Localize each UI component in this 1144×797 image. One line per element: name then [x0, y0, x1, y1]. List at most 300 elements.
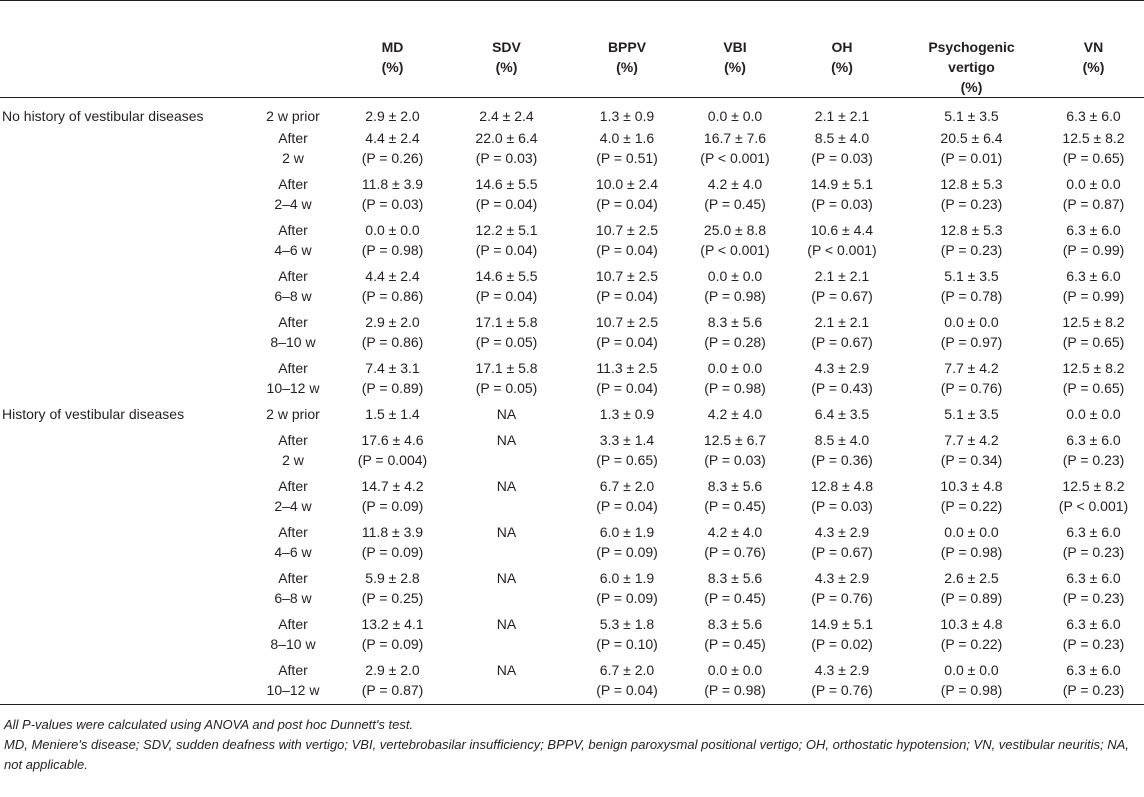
time-line: After — [278, 524, 308, 540]
cell-value: 8.5 ± 4.0 — [814, 432, 870, 448]
time-line: 6–8 w — [274, 590, 312, 606]
cell-value: 4.4 ± 2.4 — [365, 268, 420, 284]
cell-p-value: (P = 0.97) — [940, 334, 1003, 350]
cell-value: 5.1 ± 3.5 — [944, 108, 999, 124]
cell-value: 11.8 ± 3.9 — [361, 524, 424, 540]
footnote-statistics: All P-values were calculated using ANOVA and post hoc Dunnett's test. — [4, 717, 414, 732]
cell-p-value: (P = 0.45) — [704, 636, 766, 652]
cell-value: 0.0 ± 0.0 — [1066, 176, 1121, 192]
cell-value: 0.0 ± 0.0 — [707, 360, 763, 376]
time-line: After — [278, 478, 308, 494]
table-cell — [784, 356, 900, 402]
table-cell — [900, 356, 1043, 402]
cell-p-value: (P = 0.76) — [811, 590, 873, 606]
cell-value: 2.1 ± 2.1 — [814, 108, 870, 124]
cell-value: 0.0 ± 0.0 — [944, 524, 999, 540]
table-cell — [340, 658, 445, 705]
cell-value: 12.8 ± 5.3 — [940, 222, 1003, 238]
cell-value: 8.3 ± 5.6 — [707, 314, 763, 330]
table-cell — [784, 520, 900, 566]
time-line: 2–4 w — [274, 196, 312, 212]
cell-value: NA — [496, 524, 517, 540]
time-line: After — [278, 662, 308, 678]
cell-value: 10.0 ± 2.4 — [595, 176, 659, 192]
row-group-label — [0, 474, 246, 520]
cell-p-value: (P = 0.86) — [361, 288, 424, 304]
cell-value: NA — [496, 570, 517, 586]
cell-value: 11.8 ± 3.9 — [361, 176, 424, 192]
cell-p-value: (P < 0.001) — [1058, 498, 1129, 514]
cell-value: 3.3 ± 1.4 — [599, 432, 655, 448]
cell-p-value: (P = 0.23) — [1062, 452, 1125, 468]
table-cell — [445, 658, 568, 705]
row-time-period — [246, 612, 340, 658]
cell-value: 10.3 ± 4.8 — [940, 478, 1003, 494]
table-cell — [1043, 126, 1144, 172]
cell-value: 2.1 ± 2.1 — [814, 268, 870, 284]
header-md: MD (%) — [381, 39, 404, 75]
cell-value: 0.0 ± 0.0 — [944, 314, 999, 330]
table-cell — [686, 218, 784, 264]
cell-value: 12.2 ± 5.1 — [475, 222, 538, 238]
row-time-period — [246, 126, 340, 172]
cell-value: 0.0 ± 0.0 — [944, 662, 999, 678]
table-cell — [686, 474, 784, 520]
cell-value: 10.7 ± 2.5 — [595, 222, 659, 238]
cell-p-value: (P = 0.03) — [704, 452, 766, 468]
cell-p-value: (P = 0.98) — [940, 544, 1003, 560]
cell-p-value: (P = 0.89) — [940, 590, 1003, 606]
footnote-abbreviations: MD, Meniere's disease; SDV, sudden deafness with vertigo; VBI, vertebrobasilar insufficiency; BPPV, benign paroxysmal positional vertigo; OH, orthostatic hypotension; VN, vestibular neuritis; NA, not applicable. — [4, 737, 1129, 772]
cell-value: 2.6 ± 2.5 — [944, 570, 999, 586]
cell-value: 6.3 ± 6.0 — [1066, 616, 1121, 632]
cell-p-value: (P = 0.78) — [940, 288, 1003, 304]
table-cell — [568, 612, 686, 658]
table-row — [0, 474, 1144, 520]
table-cell — [784, 474, 900, 520]
table-cell — [1043, 658, 1144, 705]
table-cell — [568, 310, 686, 356]
time-line: After — [278, 616, 308, 632]
table-cell — [568, 264, 686, 310]
table-cell — [686, 612, 784, 658]
table-cell — [340, 98, 445, 127]
table-cell — [686, 356, 784, 402]
table-row — [0, 172, 1144, 218]
table-cell — [568, 218, 686, 264]
cell-value: 12.5 ± 8.2 — [1062, 314, 1125, 330]
cell-p-value: (P = 0.98) — [704, 380, 766, 396]
cell-p-value: (P = 0.99) — [1062, 242, 1125, 258]
table-cell — [568, 428, 686, 474]
table-cell — [568, 658, 686, 705]
cell-value: 5.9 ± 2.8 — [365, 570, 420, 586]
cell-value: 6.3 ± 6.0 — [1066, 268, 1121, 284]
cell-value: 1.3 ± 0.9 — [599, 406, 655, 422]
table-cell — [568, 98, 686, 127]
cell-p-value: (P < 0.001) — [700, 242, 770, 258]
time-line: 2 w — [282, 150, 304, 166]
cell-p-value: (P = 0.004) — [357, 452, 428, 468]
time-line: After — [278, 570, 308, 586]
cell-p-value: (P = 0.04) — [596, 196, 658, 212]
cell-value: 4.2 ± 4.0 — [707, 406, 763, 422]
cell-value: 14.6 ± 5.5 — [475, 176, 538, 192]
table-cell — [445, 264, 568, 310]
time-line: 2 w prior — [266, 108, 320, 124]
cell-p-value: (P = 0.23) — [1062, 544, 1125, 560]
table-cell — [1043, 566, 1144, 612]
cell-p-value: (P = 0.67) — [811, 288, 873, 304]
cell-p-value: (P = 0.76) — [704, 544, 766, 560]
row-time-period — [246, 98, 340, 127]
table-cell — [686, 402, 784, 428]
cell-value: 7.4 ± 3.1 — [365, 360, 420, 376]
cell-value: 11.3 ± 2.5 — [596, 360, 658, 376]
table-cell — [568, 520, 686, 566]
table-cell — [1043, 98, 1144, 127]
header-vn: VN (%) — [1082, 39, 1105, 75]
table-cell — [784, 172, 900, 218]
cell-value: NA — [496, 662, 517, 678]
table-cell — [1043, 612, 1144, 658]
cell-p-value: (P = 0.45) — [704, 196, 766, 212]
cell-value: 6.7 ± 2.0 — [599, 478, 655, 494]
row-group-label — [0, 218, 246, 264]
cell-value: 10.3 ± 4.8 — [940, 616, 1003, 632]
cell-p-value: (P = 0.28) — [704, 334, 766, 350]
cell-p-value: (P = 0.04) — [475, 288, 538, 304]
cell-value: 17.1 ± 5.8 — [475, 314, 538, 330]
cell-p-value: (P = 0.04) — [596, 498, 658, 514]
time-line: After — [278, 176, 308, 192]
table-cell — [784, 264, 900, 310]
cell-value: 2.1 ± 2.1 — [814, 314, 870, 330]
cell-p-value: (P = 0.36) — [811, 452, 873, 468]
time-line: After — [278, 432, 308, 448]
cell-value: 12.8 ± 4.8 — [810, 478, 874, 494]
table-cell — [340, 520, 445, 566]
cell-value: 0.0 ± 0.0 — [365, 222, 420, 238]
time-line: 10–12 w — [266, 380, 320, 396]
cell-p-value: (P = 0.67) — [811, 544, 873, 560]
cell-value: 8.3 ± 5.6 — [707, 616, 763, 632]
table-cell — [900, 520, 1043, 566]
table-cell — [340, 612, 445, 658]
cell-p-value: (P = 0.87) — [1062, 196, 1125, 212]
cell-value: 5.3 ± 1.8 — [599, 616, 655, 632]
cell-p-value: (P = 0.23) — [940, 196, 1003, 212]
header-blank-group — [0, 1, 246, 98]
cell-value: 14.6 ± 5.5 — [475, 268, 538, 284]
table-cell — [686, 126, 784, 172]
table-cell — [784, 218, 900, 264]
cell-value: 6.0 ± 1.9 — [599, 524, 655, 540]
table-cell — [340, 566, 445, 612]
row-time-period — [246, 218, 340, 264]
cell-value: 16.7 ± 7.6 — [703, 130, 767, 146]
cell-value: 13.2 ± 4.1 — [361, 616, 424, 632]
table-cell — [568, 474, 686, 520]
cell-p-value: (P = 0.04) — [596, 288, 658, 304]
cell-value: 1.3 ± 0.9 — [599, 108, 655, 124]
cell-value: 17.1 ± 5.8 — [475, 360, 538, 376]
table-cell — [1043, 428, 1144, 474]
row-time-period — [246, 566, 340, 612]
cell-value: 12.8 ± 5.3 — [940, 176, 1003, 192]
cell-p-value: (P = 0.65) — [1062, 380, 1125, 396]
cell-value: NA — [496, 406, 517, 422]
row-time-period — [246, 428, 340, 474]
table-cell — [445, 126, 568, 172]
row-group-label: History of vestibular diseases — [2, 406, 185, 422]
table-cell — [900, 658, 1043, 705]
cell-p-value: (P = 0.87) — [361, 682, 424, 698]
table-cell — [445, 428, 568, 474]
table-row — [0, 612, 1144, 658]
cell-value: 14.7 ± 4.2 — [361, 478, 424, 494]
header-sdv: SDV (%) — [492, 39, 521, 75]
row-time-period — [246, 264, 340, 310]
cell-value: 6.3 ± 6.0 — [1066, 108, 1121, 124]
table-cell — [784, 658, 900, 705]
cell-p-value: (P = 0.04) — [596, 242, 658, 258]
cell-value: 4.3 ± 2.9 — [814, 360, 870, 376]
cell-value: 4.3 ± 2.9 — [814, 662, 870, 678]
table-cell — [784, 428, 900, 474]
table-cell — [1043, 520, 1144, 566]
row-group-label — [0, 126, 246, 172]
cell-value: 6.4 ± 3.5 — [814, 406, 870, 422]
cell-p-value: (P = 0.23) — [1062, 636, 1125, 652]
time-line: 2 w — [282, 452, 304, 468]
table-cell — [340, 172, 445, 218]
cell-value: 8.3 ± 5.6 — [707, 570, 763, 586]
cell-p-value: (P = 0.98) — [940, 682, 1003, 698]
cell-value: 6.3 ± 6.0 — [1066, 570, 1121, 586]
table-cell — [445, 520, 568, 566]
table-body — [0, 98, 1144, 705]
cell-value: 20.5 ± 6.4 — [940, 130, 1003, 146]
cell-value: 4.0 ± 1.6 — [599, 130, 655, 146]
cell-p-value: (P = 0.98) — [704, 682, 766, 698]
table-cell — [340, 402, 445, 428]
cell-value: 0.0 ± 0.0 — [707, 108, 763, 124]
cell-p-value: (P = 0.03) — [475, 150, 538, 166]
cell-value: 0.0 ± 0.0 — [707, 268, 763, 284]
table-cell — [686, 428, 784, 474]
table-row — [0, 218, 1144, 264]
table-row — [0, 264, 1144, 310]
header-bppv: BPPV (%) — [607, 39, 647, 75]
row-group-label — [0, 264, 246, 310]
row-time-period — [246, 172, 340, 218]
table-cell — [784, 126, 900, 172]
table-footnotes — [0, 715, 1144, 775]
table-cell — [445, 356, 568, 402]
cell-value: NA — [496, 616, 517, 632]
cell-value: 5.1 ± 3.5 — [944, 406, 999, 422]
cell-p-value: (P = 0.26) — [361, 150, 424, 166]
table-cell — [900, 310, 1043, 356]
table-cell — [686, 658, 784, 705]
table-cell — [686, 98, 784, 127]
cell-p-value: (P = 0.76) — [940, 380, 1003, 396]
time-line: 10–12 w — [266, 682, 320, 698]
table-cell — [568, 172, 686, 218]
cell-value: 10.6 ± 4.4 — [810, 222, 874, 238]
cell-value: 10.7 ± 2.5 — [595, 314, 659, 330]
time-line: 2 w prior — [266, 406, 320, 422]
cell-value: 4.2 ± 4.0 — [707, 524, 763, 540]
row-group-label — [0, 612, 246, 658]
cell-p-value: (P = 0.05) — [475, 380, 538, 396]
cell-p-value: (P = 0.09) — [596, 544, 658, 560]
time-line: After — [278, 222, 308, 238]
cell-value: NA — [496, 478, 517, 494]
cell-p-value: (P = 0.09) — [361, 544, 424, 560]
cell-value: 22.0 ± 6.4 — [475, 130, 538, 146]
table-row — [0, 428, 1144, 474]
row-time-period — [246, 356, 340, 402]
cell-value: 4.3 ± 2.9 — [814, 570, 870, 586]
cell-value: 2.4 ± 2.4 — [479, 108, 534, 124]
table-cell — [445, 218, 568, 264]
table-cell — [340, 218, 445, 264]
cell-value: 17.6 ± 4.6 — [361, 432, 424, 448]
table-row — [0, 658, 1144, 705]
table-cell — [340, 310, 445, 356]
table-cell — [340, 428, 445, 474]
table-cell — [1043, 218, 1144, 264]
cell-p-value: (P = 0.03) — [361, 196, 424, 212]
table-cell — [900, 264, 1043, 310]
time-line: 4–6 w — [274, 544, 312, 560]
cell-p-value: (P = 0.09) — [596, 590, 658, 606]
table-cell — [784, 566, 900, 612]
cell-p-value: (P = 0.23) — [940, 242, 1003, 258]
row-group-label — [0, 520, 246, 566]
table-row — [0, 402, 1144, 428]
table-cell — [340, 474, 445, 520]
table-cell — [340, 126, 445, 172]
table-cell — [445, 612, 568, 658]
table-cell — [686, 520, 784, 566]
cell-p-value: (P < 0.001) — [807, 242, 877, 258]
cell-value: 6.3 ± 6.0 — [1066, 524, 1121, 540]
cell-p-value: (P = 0.04) — [475, 196, 538, 212]
cell-p-value: (P = 0.03) — [811, 150, 873, 166]
table-cell — [900, 612, 1043, 658]
time-line: 8–10 w — [270, 334, 316, 350]
table-cell — [900, 402, 1043, 428]
table-cell — [1043, 172, 1144, 218]
row-time-period — [246, 402, 340, 428]
cell-value: NA — [496, 432, 517, 448]
row-group-label — [0, 428, 246, 474]
cell-p-value: (P = 0.09) — [361, 636, 424, 652]
table-row — [0, 98, 1144, 127]
time-line: 6–8 w — [274, 288, 312, 304]
table-row — [0, 566, 1144, 612]
cell-p-value: (P = 0.65) — [596, 452, 658, 468]
cell-p-value: (P = 0.65) — [1062, 334, 1125, 350]
table-cell — [784, 402, 900, 428]
cell-value: 10.7 ± 2.5 — [595, 268, 659, 284]
cell-p-value: (P = 0.22) — [940, 636, 1003, 652]
cell-value: 8.3 ± 5.6 — [707, 478, 763, 494]
cell-value: 6.3 ± 6.0 — [1066, 222, 1121, 238]
cell-value: 8.5 ± 4.0 — [814, 130, 870, 146]
time-line: After — [278, 314, 308, 330]
row-group-label — [0, 172, 246, 218]
cell-value: 12.5 ± 8.2 — [1062, 478, 1125, 494]
table-cell — [1043, 264, 1144, 310]
table-cell — [568, 356, 686, 402]
table-cell — [686, 566, 784, 612]
time-line: 8–10 w — [270, 636, 316, 652]
cell-value: 5.1 ± 3.5 — [944, 268, 999, 284]
table-cell — [445, 566, 568, 612]
time-line: After — [278, 360, 308, 376]
cell-p-value: (P = 0.23) — [1062, 590, 1125, 606]
cell-value: 6.7 ± 2.0 — [599, 662, 655, 678]
row-group-label — [0, 356, 246, 402]
cell-p-value: (P = 0.04) — [596, 334, 658, 350]
table-row — [0, 310, 1144, 356]
cell-value: 14.9 ± 5.1 — [810, 176, 874, 192]
table-cell — [900, 428, 1043, 474]
cell-p-value: (P = 0.09) — [361, 498, 424, 514]
cell-value: 25.0 ± 8.8 — [703, 222, 767, 238]
time-line: After — [278, 268, 308, 284]
table-cell — [686, 310, 784, 356]
cell-p-value: (P = 0.04) — [596, 682, 658, 698]
cell-p-value: (P = 0.76) — [811, 682, 873, 698]
cell-p-value: (P = 0.65) — [1062, 150, 1125, 166]
cell-p-value: (P = 0.01) — [940, 150, 1003, 166]
table-cell — [445, 98, 568, 127]
table-cell — [900, 218, 1043, 264]
cell-p-value: (P = 0.98) — [361, 242, 424, 258]
cell-value: 2.9 ± 2.0 — [365, 108, 420, 124]
row-time-period — [246, 520, 340, 566]
table-cell — [900, 98, 1043, 127]
cell-value: 4.3 ± 2.9 — [814, 524, 870, 540]
table-cell — [1043, 310, 1144, 356]
table-cell — [1043, 474, 1144, 520]
cell-value: 4.4 ± 2.4 — [365, 130, 420, 146]
table-cell — [686, 264, 784, 310]
table-cell — [445, 474, 568, 520]
row-time-period — [246, 474, 340, 520]
time-line: After — [278, 130, 308, 146]
table-cell — [445, 402, 568, 428]
cell-p-value: (P = 0.23) — [1062, 682, 1125, 698]
cell-value: 2.9 ± 2.0 — [365, 314, 420, 330]
row-group-label: No history of vestibular diseases — [2, 108, 204, 124]
row-group-label — [0, 566, 246, 612]
cell-value: 2.9 ± 2.0 — [365, 662, 420, 678]
cell-p-value: (P = 0.25) — [361, 590, 424, 606]
cell-value: 14.9 ± 5.1 — [810, 616, 874, 632]
table-cell — [568, 402, 686, 428]
table-cell — [340, 264, 445, 310]
header-blank-time — [246, 1, 340, 98]
table-cell — [568, 566, 686, 612]
cell-value: 7.7 ± 4.2 — [944, 432, 999, 448]
row-group-label — [0, 310, 246, 356]
